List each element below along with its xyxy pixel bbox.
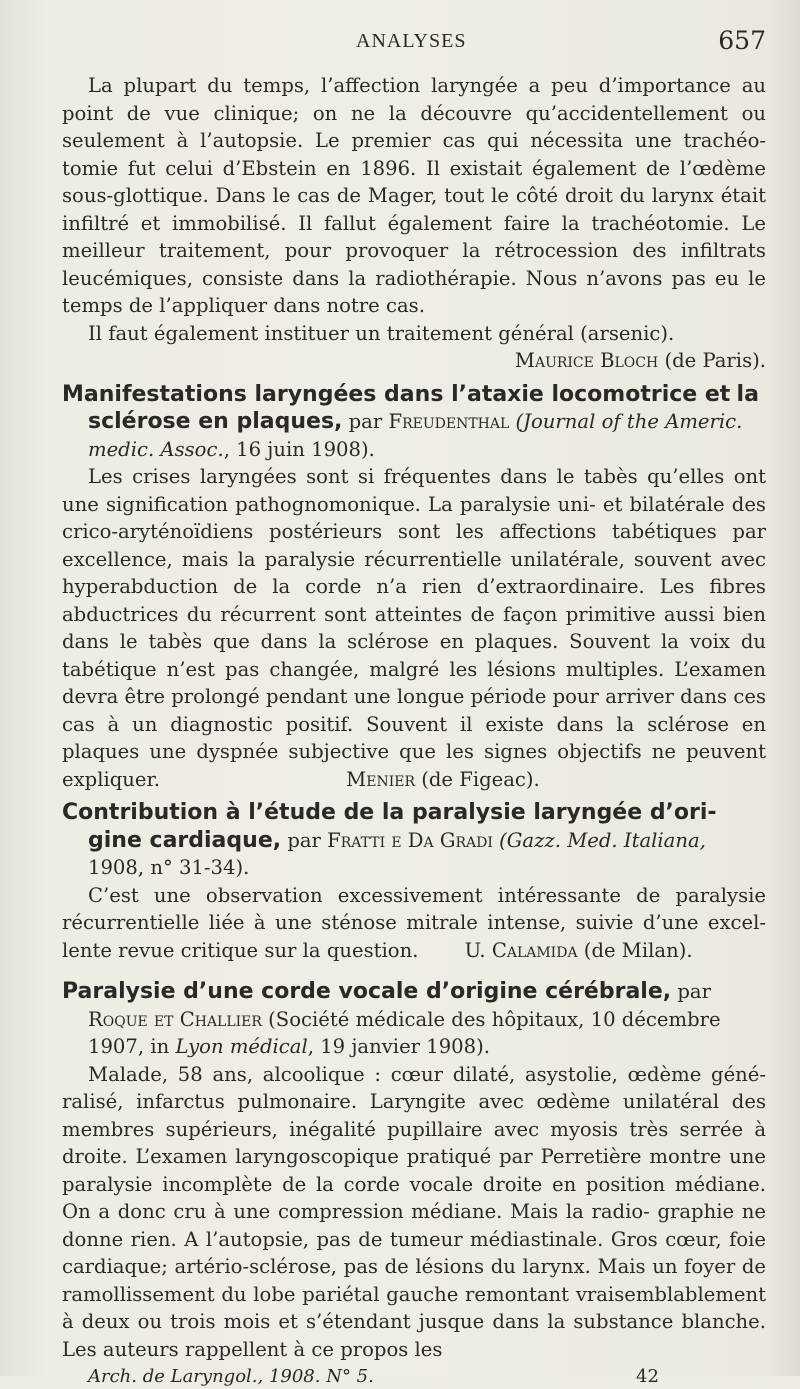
running-title: ANALYSES [356,30,467,52]
signature-place: (de Figeac). [421,767,540,791]
text-line: était infiltré et immobilisé. Il fallut également faire la trachéotomie. [62,184,766,235]
signature-place: (de Milan). [583,938,693,962]
publication-date: , 16 juin 1908). [223,437,375,461]
footer-journal: Arch. de Laryngol., 1908. N° 5. [88,1366,374,1387]
article-title: Contribution à l’étude de la paralysie laryngée d’ori- [62,800,717,825]
text-line: des crico-aryténoïdiens postérieurs sont les affections tabétiques [62,492,766,543]
page-number: 657 [718,26,766,55]
article-title-cont: la sclérose en plaques, [88,381,759,434]
article-title: Manifestations laryngées dans l’ataxie locomotrice et [62,381,731,407]
journal-name: (Journal of the [509,410,659,433]
text-line: en plaques une dyspnée subjective que les signes objectifs ne [62,712,766,763]
journal-name: Lyon médical [175,1035,308,1058]
publication-date: 1908, n° 31-34). [88,856,250,879]
article-heading [62,381,766,464]
text-line: une paralysie incomplète de la corde vocale droite en position [62,1145,766,1196]
article-authors: Roque et Challier [88,1007,262,1031]
article-heading [62,978,766,1061]
sheet-number: 42 [636,1366,659,1387]
journal-name: (Gazz. Med. Italiana, [492,828,706,852]
text-line: abductrices du récurrent sont atteintes de façon primitive aussi bien [62,602,766,626]
article-cardiaque [62,799,766,964]
text-line: La plupart du temps, l’affection laryngée a peu d’importance au [88,74,766,97]
running-head [62,0,766,72]
paragraph-treatment: Il faut également instituer un traitement général (arsenic). [88,321,675,345]
article-authors: Fratti e Da Gradi [327,828,493,852]
article-body [62,882,766,965]
article-source: (Société médicale des hôpitaux, 10 décembre [261,1007,721,1031]
article-title: Paralysie d’une corde vocale d’origine cérébrale, [62,979,672,1004]
text-line: lente revue critique sur la question. [62,938,419,962]
text-line: avec hyperabduction de la corde n’a rien d’extraordinaire. Les fibres [62,547,766,598]
signature-name: Maurice Bloch [514,349,659,372]
text-line: à droite. L’examen laryngoscopique pratiqué par Perretière montre [62,1117,766,1168]
text-line: Les crises laryngées sont si fréquentes dans le tabès qu’elles ont [88,465,766,488]
par-text: par [671,980,711,1003]
article-body [62,1061,766,1364]
text-line: ralisé, infarctus pulmonaire. Laryngite avec œdème unilatéral des [62,1090,766,1113]
signature-place: (de Paris). [664,349,766,372]
article-tabes [62,381,766,794]
text-line: dans le tabès que dans la sclérose en plaques. Souvent la voix du [62,630,766,653]
journal-name-cont: Americ. medic. Assoc. [88,410,743,461]
signature-name: U. Calamida [464,938,578,962]
text-line: sous-glottique. Dans le cas de Mager, tout le côté droit du larynx [62,184,714,207]
text-line: Gros cœur, foie cardiaque; artério-sclérose, pas de lésions du larynx. [62,1227,766,1278]
article-title-cont: gine cardiaque, [88,827,282,853]
page-footer [62,1365,766,1389]
text-line: récurrentielle liée à une sténose mitrale intense, suivie d’une excel- [62,911,766,934]
text-line: ces cas à un diagnostic positif. Souvent il existe dans la sclérose [62,685,766,736]
publication-date: , 19 janvier 1908). [307,1035,490,1058]
article-cerebrale [62,978,766,1363]
text-line: seulement à l’autopsie. Le premier cas qui nécessita une trachéo- [62,129,766,152]
text-line: vraisemblablement à deux ou trois mois et s’étendant jusque dans [62,1282,766,1333]
text-line: C’est une observation excessivement intéressante de paralysie [88,883,766,907]
signature-name: Menier [346,767,415,791]
text-line: temps de l’appliquer dans notre cas. [62,294,425,317]
text-line: Malade, 58 ans, alcoolique : cœur dilaté, asystolie, œdème géné- [88,1062,766,1086]
text-line: par excellence, mais la paralysie récurrentielle unilatérale, souvent [62,520,767,571]
article-heading [62,799,766,882]
text-line: la substance blanche. Les auteurs rappellent à ce propos les [62,1310,766,1361]
text-line: devra être prolongé pendant une longue période pour arriver dans [62,685,728,708]
article-author: Freudenthal [388,410,510,433]
par-text: par [342,410,389,433]
continued-article [62,72,766,375]
text-line: peuvent expliquer. [62,740,766,791]
article-source-cont: 1907, in [88,1035,176,1058]
text-line: point de vue clinique; on ne la découvre qu’accidentellement ou [62,101,766,125]
text-line: une signification pathognomonique. La paralysie uni- et bilatérale [62,492,725,516]
article-body [62,463,766,793]
signature [62,347,766,375]
text-line: membres supérieurs, inégalité pupillaire avec myosis très serrée [62,1117,744,1141]
text-line: médiane. On a donc cru à une compression médiane. Mais la radio- [62,1172,766,1223]
text-line: Le meilleur traitement, pour provoquer la rétrocession des infiltrats [62,211,766,262]
paragraph-continued [62,72,766,320]
par-text: par [281,828,328,852]
text-line: tabétique n’est pas changée, malgré les lésions multiples. L’examen [62,657,766,681]
text-line: graphie ne donne rien. A l’autopsie, pas de tumeur médiastinale. [62,1200,766,1251]
text-line: tomie fut celui d’Ebstein en 1896. Il existait également de l’œdème [62,156,766,180]
text-line: leucémiques, consiste dans la radiothérapie. Nous n’avons pas eu le [62,266,766,290]
text-line: Mais un foyer de ramollissement du lobe pariétal gauche remontant [62,1255,766,1306]
